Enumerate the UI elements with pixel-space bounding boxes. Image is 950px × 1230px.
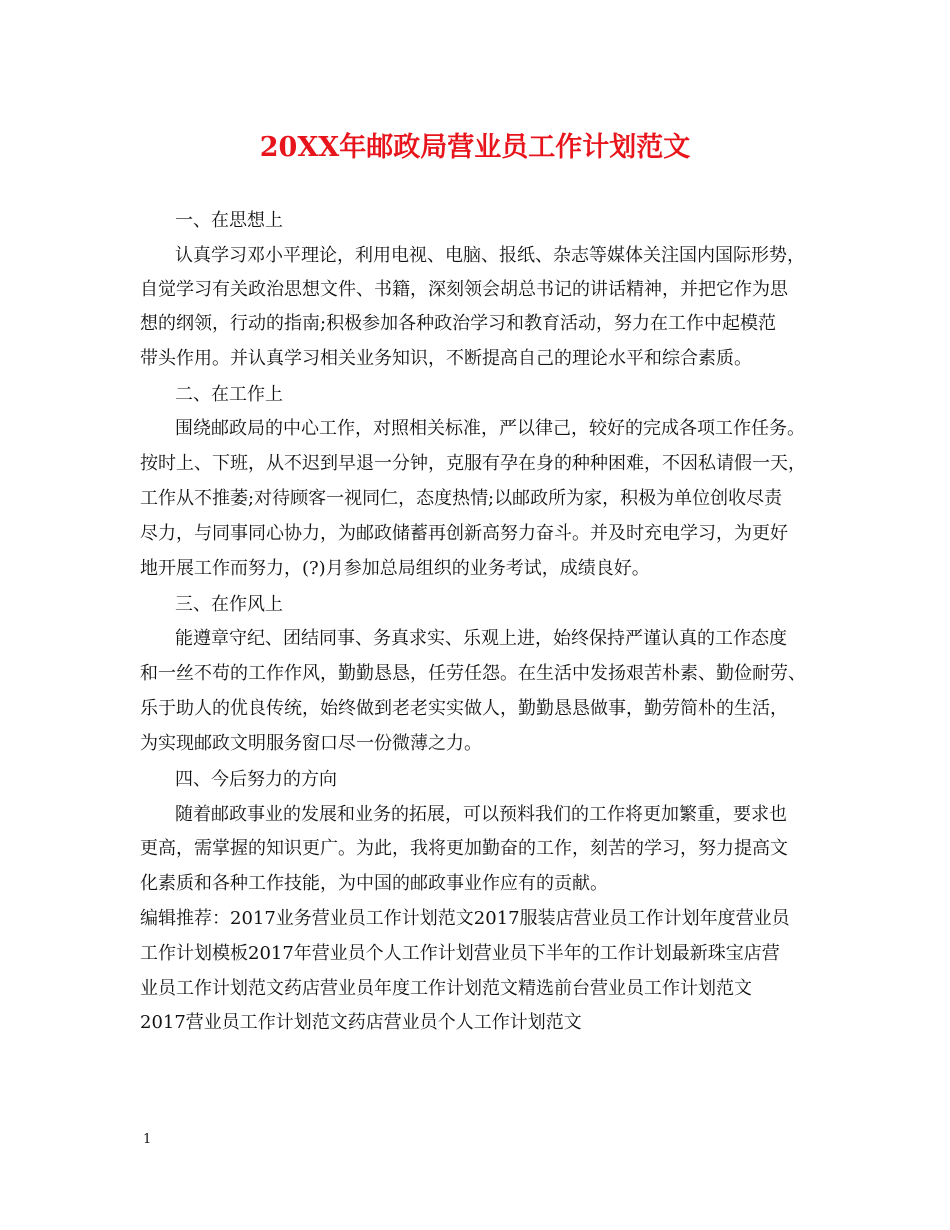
section-heading: 三、在作风上 [175,594,283,615]
paragraph-line: 能遵章守纪、团结同事、务真求实、乐观上进，始终保持严谨认真的工作态度 [175,628,787,649]
paragraph-line: 和一丝不苟的工作作风，勤勤恳恳，任劳任怨。在生活中发扬艰苦朴素、勤俭耐劳、 [140,663,806,684]
document-title: 20XX年邮政局营业员工作计划范文 [259,132,691,163]
paragraph-line: 想的纲领，行动的指南;积极参加各种政治学习和教育活动，努力在工作中起模范 [140,313,777,334]
paragraph-line: 随着邮政事业的发展和业务的拓展，可以预料我们的工作将更加繁重，要求也 [175,804,787,825]
section-heading: 一、在思想上 [175,210,283,231]
page-number: 1 [143,1132,152,1147]
paragraph-line: 为实现邮政文明服务窗口尽一份微薄之力。 [140,733,482,754]
recommend-line: 工作计划模板2017年营业员个人工作计划营业员下半年的工作计划最新珠宝店营 [140,943,780,964]
paragraph-line: 认真学习邓小平理论，利用电视、电脑、报纸、杂志等媒体关注国内国际形势， [175,245,805,266]
paragraph-line: 工作从不推萎;对待顾客一视同仁，态度热情;以邮政所为家，积极为单位创收尽责 [140,488,783,509]
recommend-line: 业员工作计划范文药店营业员年度工作计划范文精选前台营业员工作计划范文 [140,978,752,999]
paragraph-line: 化素质和各种工作技能，为中国的邮政事业作应有的贡献。 [140,873,608,894]
paragraph-line: 乐于助人的优良传统，始终做到老老实实做人，勤勤恳恳做事，勤劳简朴的生活， [140,698,788,719]
section-heading: 四、今后努力的方向 [175,769,337,790]
paragraph-line: 自觉学习有关政治思想文件、书籍，深刻领会胡总书记的讲话精神，并把它作为思 [140,279,788,300]
paragraph-line: 围绕邮政局的中心工作，对照相关标准，严以律己，较好的完成各项工作任务。 [175,418,805,439]
paragraph-line: 更高，需掌握的知识更广。为此，我将更加勤奋的工作，刻苦的学习，努力提高文 [140,838,788,859]
paragraph-line: 地开展工作而努力，(?)月参加总局组织的业务考试，成绩良好。 [140,558,650,579]
recommend-line: 编辑推荐：2017业务营业员工作计划范文2017服装店营业员工作计划年度营业员 [140,908,790,929]
section-heading: 二、在工作上 [175,384,283,405]
paragraph-line: 按时上、下班，从不迟到早退一分钟，克服有孕在身的种种困难，不因私请假一天， [140,453,806,474]
paragraph-line: 尽力，与同事同心协力，为邮政储蓄再创新高努力奋斗。并及时充电学习，为更好 [140,523,788,544]
paragraph-line: 带头作用。并认真学习相关业务知识，不断提高自己的理论水平和综合素质。 [140,348,752,369]
recommend-line: 2017营业员工作计划范文药店营业员个人工作计划范文 [140,1012,582,1033]
